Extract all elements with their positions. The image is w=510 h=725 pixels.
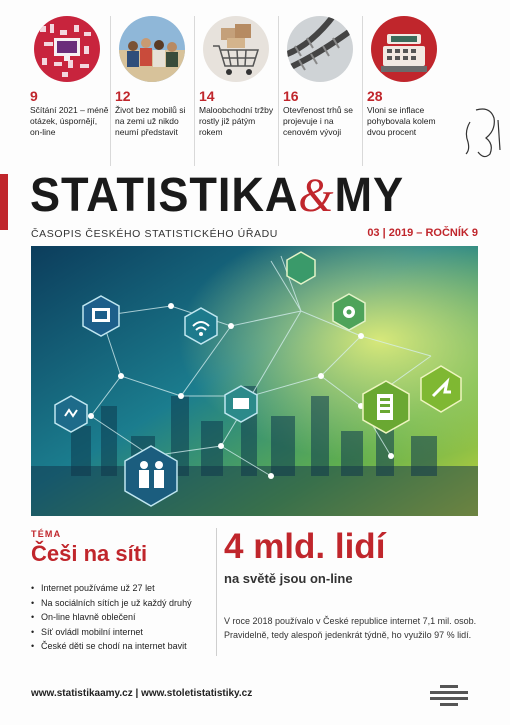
column-divider — [216, 528, 217, 656]
handwritten-signature — [460, 100, 506, 160]
teaser-text: Sčítání 2021 – méně otázek, úspornějí, on-line — [30, 105, 109, 137]
census-thumbnail — [34, 16, 100, 82]
theme-title: Češi na síti — [31, 541, 148, 566]
teaser-page-number: 16 — [283, 88, 299, 104]
teaser-row — [26, 16, 446, 166]
teaser-item[interactable] — [26, 16, 110, 166]
shopping-cart-thumbnail — [203, 16, 269, 82]
teaser-page-number: 14 — [198, 88, 215, 104]
list-item: • Na sociálních sítích je už každý druhý — [31, 596, 211, 611]
list-item: • On-line hlavně oblečení — [31, 610, 211, 625]
headline-description: V roce 2018 používalo v České republice internet 7,1 mil. osob. Pravidelně, tedy alespoň jedenkrát týdně, ho využilo 97 % lidí. — [224, 616, 477, 640]
teaser-item[interactable] — [110, 16, 194, 166]
magazine-subtitle: ČASOPIS ČESKÉHO STATISTICKÉHO ÚŘADU — [31, 228, 278, 240]
teaser-item[interactable] — [194, 16, 278, 166]
headline-title: 4 mld. lidí — [224, 527, 386, 566]
issue-number: 03 | 2019 – ROČNÍK 9 — [367, 227, 478, 239]
list-item: • Internet používáme už 27 let — [31, 581, 211, 596]
friends-photo-thumbnail — [119, 16, 185, 82]
footer-links[interactable]: www.statistikaamy.cz | www.stoletistatistiky.cz — [31, 688, 253, 699]
industrial-pipes-thumbnail — [287, 16, 353, 82]
czso-logo-icon — [426, 684, 472, 708]
cash-register-thumbnail — [371, 16, 437, 82]
teaser-page-number: 28 — [367, 88, 383, 104]
theme-bullet-list — [31, 581, 211, 654]
teaser-page-number: 9 — [30, 88, 38, 104]
teaser-text: Maloobchodní tržby rostly již pátým rokem — [198, 105, 274, 137]
teaser-text: Život bez mobilů si na zemi už nikdo neumí představit — [114, 105, 186, 137]
teaser-text: Vloni se inflace pohybovala kolem dvou procent — [367, 105, 436, 137]
teaser-page-number: 12 — [114, 88, 131, 104]
masthead-accent-bar — [0, 174, 8, 230]
cover-illustration — [31, 246, 478, 516]
headline-subtitle: na světě jsou on-line — [224, 571, 353, 586]
theme-label: TÉMA — [31, 529, 62, 539]
teaser-item[interactable] — [278, 16, 362, 166]
teaser-text: Otevřenost trhů se projevuje i na cenovém vývoji — [283, 105, 353, 137]
list-item: • Síť ovládl mobilní internet — [31, 625, 211, 640]
list-item: • České děti se chodí na internet bavit — [31, 639, 211, 654]
magazine-title: STATISTIKA&MY — [30, 169, 405, 222]
teaser-item[interactable] — [362, 16, 446, 166]
